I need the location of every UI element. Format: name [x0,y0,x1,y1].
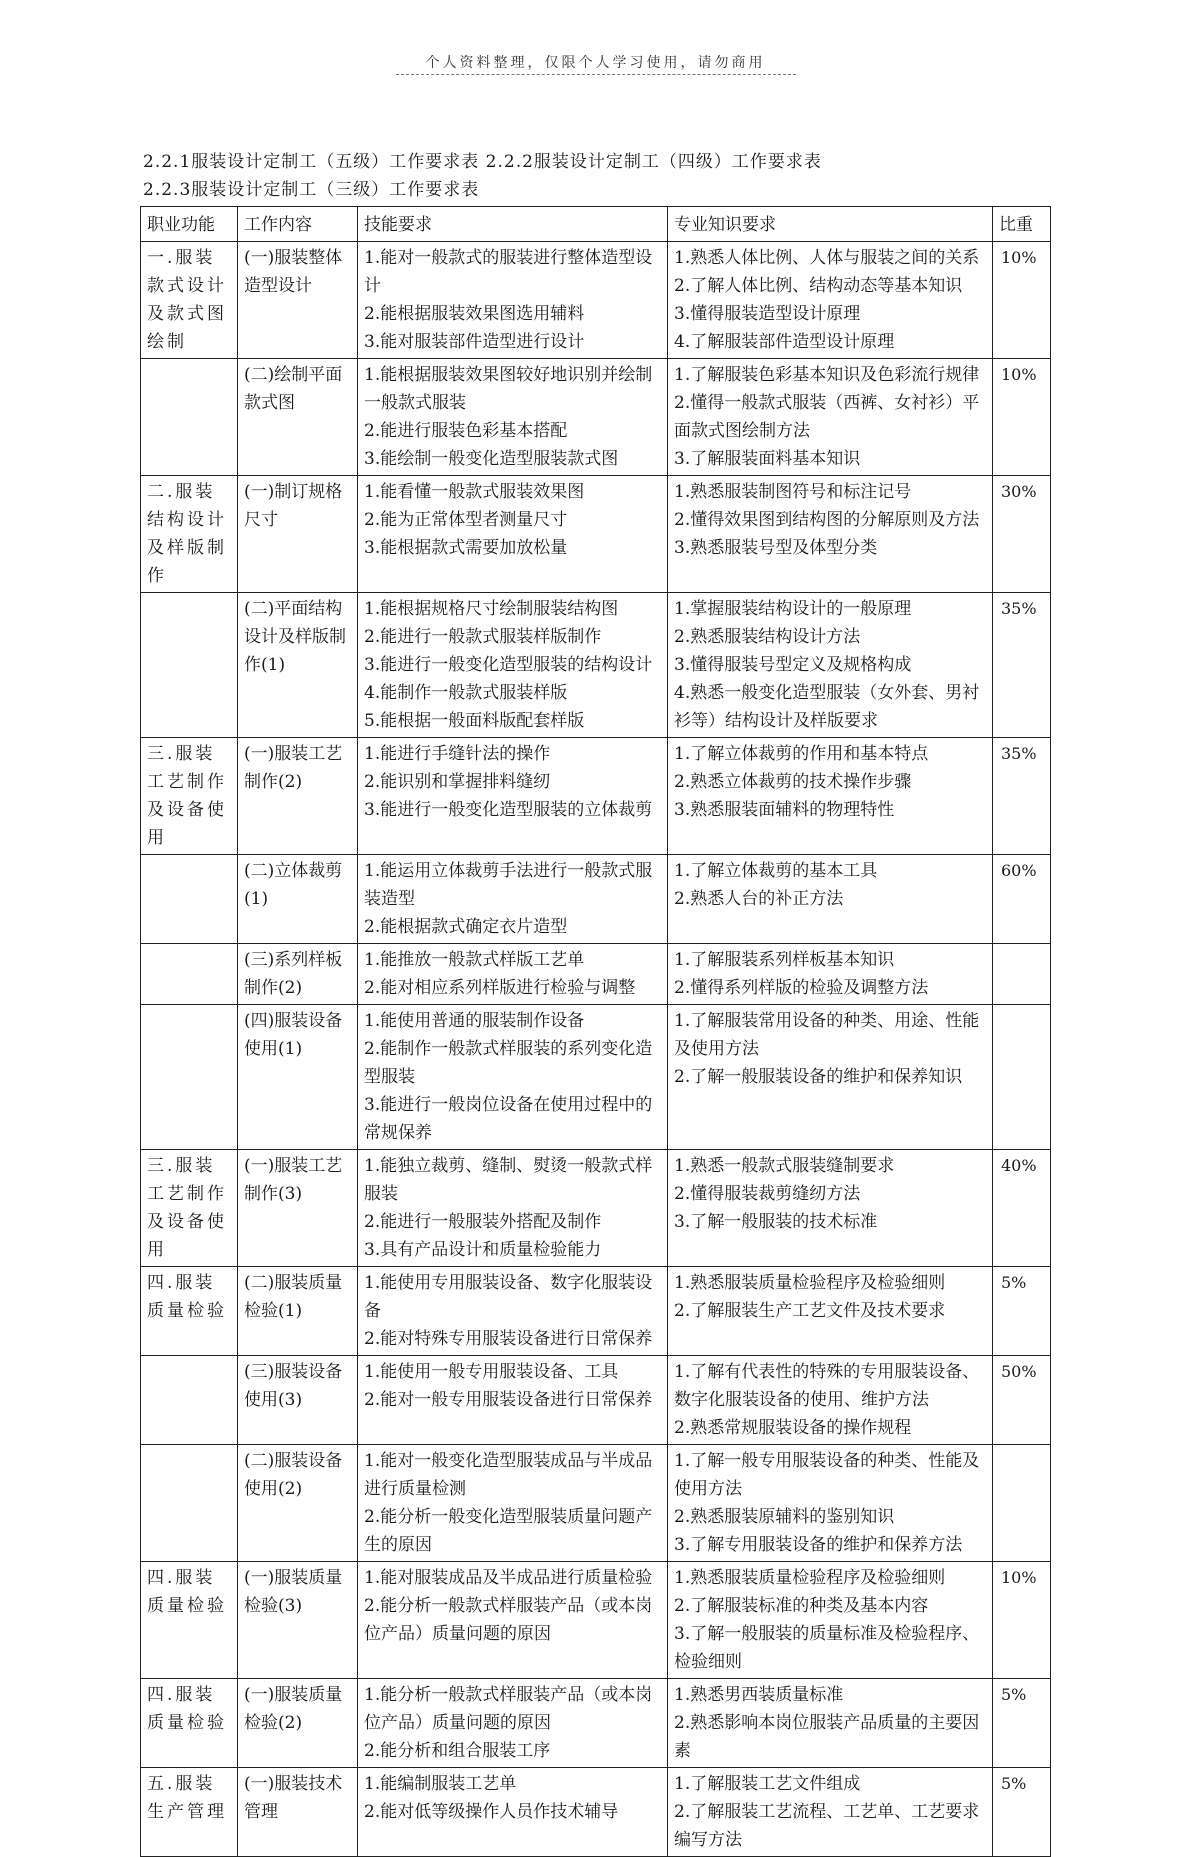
column-header-function: 职业功能 [141,207,238,242]
skill-item: 1.能对一般变化造型服装成品与半成品进行质量检测 [364,1451,653,1499]
table-row [141,1267,1051,1356]
work-requirements-table [140,206,1051,1857]
skill-item: 1.能根据服装效果图较好地识别并绘制一般款式服装 [364,365,653,413]
table-body [141,242,1051,1857]
cell-function [141,593,238,738]
cell-weight: 40% [993,1150,1051,1267]
cell-function [141,1005,238,1150]
skill-item: 1.能对一般款式的服装进行整体造型设计 [364,248,653,296]
cell-weight: 10% [993,359,1051,476]
skill-item: 1.能对服装成品及半成品进行质量检验 [364,1568,653,1588]
cell-work-content: (一)服装工艺制作(3) [238,1150,358,1267]
cell-knowledge [668,738,993,855]
knowledge-item: 1.熟悉服装质量检验程序及检验细则 [674,1568,946,1588]
cell-weight: 5% [993,1768,1051,1857]
table-row [141,593,1051,738]
cell-knowledge [668,1356,993,1445]
knowledge-item: 3.了解一般服装的技术标准 [674,1212,878,1232]
cell-skills [358,738,668,855]
skill-item: 3.能绘制一般变化造型服装款式图 [364,449,619,469]
cell-work-content: (四)服装设备使用(1) [238,1005,358,1150]
knowledge-item: 2.了解服装标准的种类及基本内容 [674,1596,929,1616]
knowledge-item: 3.了解专用服装设备的维护和保养方法 [674,1535,963,1555]
cell-knowledge [668,593,993,738]
cell-function: 三.服装工艺制作及设备使用 [141,1150,238,1267]
table-row [141,1768,1051,1857]
cell-weight: 5% [993,1679,1051,1768]
skill-item: 2.能制作一般款式样服装的系列变化造型服装 [364,1039,653,1087]
cell-knowledge [668,242,993,359]
knowledge-item: 3.了解服装面料基本知识 [674,449,861,469]
knowledge-item: 1.熟悉男西装质量标准 [674,1685,844,1705]
knowledge-item: 2.熟悉立体裁剪的技术操作步骤 [674,772,912,792]
table-row [141,1005,1051,1150]
cell-work-content: (一)服装整体造型设计 [238,242,358,359]
cell-skills [358,944,668,1005]
knowledge-item: 2.懂得系列样版的检验及调整方法 [674,978,929,998]
table-row [141,738,1051,855]
cell-work-content: (一)制订规格尺寸 [238,476,358,593]
skill-item: 1.能根据规格尺寸绘制服装结构图 [364,599,619,619]
cell-weight [993,944,1051,1005]
table-row [141,1150,1051,1267]
cell-knowledge [668,1679,993,1768]
table-header-row [141,207,1051,242]
cell-work-content: (二)平面结构设计及样版制作(1) [238,593,358,738]
knowledge-item: 2.了解服装生产工艺文件及技术要求 [674,1301,946,1321]
cell-work-content: (一)服装工艺制作(2) [238,738,358,855]
knowledge-item: 3.懂得服装号型定义及规格构成 [674,655,912,675]
cell-weight: 30% [993,476,1051,593]
title-line-2: 2.2.3服装设计定制工（三级）工作要求表 [143,180,480,200]
cell-skills [358,1768,668,1857]
column-header-skills: 技能要求 [358,207,668,242]
skill-item: 1.能使用专用服装设备、数字化服装设备 [364,1273,653,1321]
skill-item: 1.能看懂一般款式服装效果图 [364,482,585,502]
skill-item: 2.能对相应系列样版进行检验与调整 [364,978,636,998]
skill-item: 2.能对特殊专用服装设备进行日常保养 [364,1329,653,1349]
cell-skills [358,855,668,944]
knowledge-item: 1.了解服装系列样板基本知识 [674,950,895,970]
cell-skills [358,1356,668,1445]
column-header-weight: 比重 [993,207,1051,242]
knowledge-item: 1.了解服装常用设备的种类、用途、性能及使用方法 [674,1011,980,1059]
knowledge-item: 1.熟悉一般款式服装缝制要求 [674,1156,895,1176]
skill-item: 2.能识别和掌握排料缝纫 [364,772,551,792]
knowledge-item: 3.熟悉服装面辅料的物理特性 [674,800,895,820]
cell-skills [358,1562,668,1679]
knowledge-item: 2.熟悉常规服装设备的操作规程 [674,1418,912,1438]
cell-skills [358,593,668,738]
skill-item: 1.能推放一般款式样版工艺单 [364,950,585,970]
cell-knowledge [668,1005,993,1150]
cell-weight: 10% [993,1562,1051,1679]
skill-item: 1.能使用普通的服装制作设备 [364,1011,585,1031]
cell-function [141,1445,238,1562]
cell-knowledge [668,1267,993,1356]
cell-knowledge [668,1150,993,1267]
skill-item: 2.能对低等级操作人员作技术辅导 [364,1802,619,1822]
skill-item: 5.能根据一般面料版配套样版 [364,711,585,731]
knowledge-item: 1.了解服装工艺文件组成 [674,1774,861,1794]
skill-item: 2.能分析和组合服装工序 [364,1741,551,1761]
cell-weight: 5% [993,1267,1051,1356]
cell-skills [358,1005,668,1150]
cell-work-content: (三)服装设备使用(3) [238,1356,358,1445]
cell-function: 四.服装质量检验 [141,1562,238,1679]
cell-knowledge [668,359,993,476]
cell-function [141,944,238,1005]
table-row [141,944,1051,1005]
knowledge-item: 2.懂得效果图到结构图的分解原则及方法 [674,510,980,530]
skill-item: 2.能进行一般服装外搭配及制作 [364,1212,602,1232]
cell-function [141,1356,238,1445]
cell-function: 三.服装工艺制作及设备使用 [141,738,238,855]
skill-item: 3.能对服装部件造型进行设计 [364,332,585,352]
page-header [0,52,1191,75]
cell-work-content: (三)系列样板制作(2) [238,944,358,1005]
skill-item: 2.能根据服装效果图选用辅料 [364,304,585,324]
header-text: 个人资料整理，仅限个人学习使用，请勿商用 [425,55,766,71]
skill-item: 1.能分析一般款式样服装产品（或本岗位产品）质量问题的原因 [364,1685,653,1733]
knowledge-item: 2.熟悉影响本岗位服装产品质量的主要因素 [674,1713,980,1761]
knowledge-item: 1.了解立体裁剪的基本工具 [674,861,878,881]
cell-work-content: (二)服装设备使用(2) [238,1445,358,1562]
cell-skills [358,476,668,593]
table-titles [143,148,822,204]
cell-weight: 10% [993,242,1051,359]
cell-function: 二.服装结构设计及样版制作 [141,476,238,593]
cell-skills [358,242,668,359]
knowledge-item: 2.熟悉人台的补正方法 [674,889,844,909]
skill-item: 2.能根据款式确定衣片造型 [364,917,568,937]
knowledge-item: 2.了解一般服装设备的维护和保养知识 [674,1067,963,1087]
table-row [141,242,1051,359]
table-row [141,1356,1051,1445]
cell-weight: 60% [993,855,1051,944]
table-row [141,476,1051,593]
skill-item: 2.能进行服装色彩基本搭配 [364,421,568,441]
skill-item: 2.能进行一般款式服装样版制作 [364,627,602,647]
skill-item: 3.能进行一般变化造型服装的立体裁剪 [364,800,653,820]
knowledge-item: 2.了解人体比例、结构动态等基本知识 [674,276,963,296]
column-header-content: 工作内容 [238,207,358,242]
skill-item: 3.能进行一般变化造型服装的结构设计 [364,655,653,675]
cell-function: 五.服装生产管理 [141,1768,238,1857]
table-row [141,855,1051,944]
knowledge-item: 3.了解一般服装的质量标准及检验程序、检验细则 [674,1624,980,1672]
knowledge-item: 1.了解立体裁剪的作用和基本特点 [674,744,929,764]
table-row [141,1562,1051,1679]
cell-weight [993,1005,1051,1150]
skill-item: 2.能对一般专用服装设备进行日常保养 [364,1390,653,1410]
title-line-1: 2.2.1服装设计定制工（五级）工作要求表 2.2.2服装设计定制工（四级）工作要求表 [143,152,822,172]
cell-work-content: (一)服装质量检验(3) [238,1562,358,1679]
knowledge-item: 3.懂得服装造型设计原理 [674,304,861,324]
cell-skills [358,1267,668,1356]
cell-skills [358,359,668,476]
knowledge-item: 2.了解服装工艺流程、工艺单、工艺要求编写方法 [674,1802,980,1850]
cell-work-content: (一)服装技术管理 [238,1768,358,1857]
knowledge-item: 1.了解有代表性的特殊的专用服装设备、数字化服装设备的使用、维护方法 [674,1362,980,1410]
cell-function: 一.服装款式设计及款式图绘制 [141,242,238,359]
skill-item: 3.能根据款式需要加放松量 [364,538,568,558]
cell-skills [358,1679,668,1768]
knowledge-item: 2.懂得一般款式服装（西裤、女衬衫）平面款式图绘制方法 [674,393,980,441]
skill-item: 1.能进行手缝针法的操作 [364,744,551,764]
cell-function [141,855,238,944]
cell-knowledge [668,1445,993,1562]
knowledge-item: 3.熟悉服装号型及体型分类 [674,538,878,558]
cell-function: 四.服装质量检验 [141,1679,238,1768]
column-header-knowledge: 专业知识要求 [668,207,993,242]
cell-knowledge [668,476,993,593]
skill-item: 4.能制作一般款式服装样版 [364,683,568,703]
cell-weight: 50% [993,1356,1051,1445]
cell-weight [993,1445,1051,1562]
skill-item: 1.能编制服装工艺单 [364,1774,517,1794]
knowledge-item: 2.熟悉服装结构设计方法 [674,627,861,647]
knowledge-item: 1.掌握服装结构设计的一般原理 [674,599,912,619]
cell-work-content: (二)绘制平面款式图 [238,359,358,476]
table-row [141,1445,1051,1562]
cell-weight: 35% [993,738,1051,855]
cell-function [141,359,238,476]
cell-skills [358,1445,668,1562]
cell-knowledge [668,855,993,944]
cell-skills [358,1150,668,1267]
skill-item: 2.能分析一般变化造型服装质量问题产生的原因 [364,1507,653,1555]
cell-weight: 35% [993,593,1051,738]
cell-work-content: (二)立体裁剪(1) [238,855,358,944]
knowledge-item: 1.了解服装色彩基本知识及色彩流行规律 [674,365,980,385]
skill-item: 2.能为正常体型者测量尺寸 [364,510,568,530]
skill-item: 1.能运用立体裁剪手法进行一般款式服装造型 [364,861,653,909]
cell-knowledge [668,1768,993,1857]
header-rule [396,74,796,75]
skill-item: 1.能使用一般专用服装设备、工具 [364,1362,619,1382]
knowledge-item: 1.熟悉服装制图符号和标注记号 [674,482,912,502]
cell-knowledge [668,1562,993,1679]
table-row [141,359,1051,476]
knowledge-item: 2.熟悉服装原辅料的鉴别知识 [674,1507,895,1527]
cell-function: 四.服装质量检验 [141,1267,238,1356]
skill-item: 3.能进行一般岗位设备在使用过程中的常规保养 [364,1095,653,1143]
cell-knowledge [668,944,993,1005]
knowledge-item: 1.熟悉服装质量检验程序及检验细则 [674,1273,946,1293]
table-row [141,1679,1051,1768]
skill-item: 2.能分析一般款式样服装产品（或本岗位产品）质量问题的原因 [364,1596,653,1644]
skill-item: 3.具有产品设计和质量检验能力 [364,1240,602,1260]
cell-work-content: (一)服装质量检验(2) [238,1679,358,1768]
knowledge-item: 1.了解一般专用服装设备的种类、性能及使用方法 [674,1451,980,1499]
knowledge-item: 2.懂得服装裁剪缝纫方法 [674,1184,861,1204]
knowledge-item: 4.了解服装部件造型设计原理 [674,332,895,352]
knowledge-item: 4.熟悉一般变化造型服装（女外套、男衬衫等）结构设计及样版要求 [674,683,980,731]
skill-item: 1.能独立裁剪、缝制、熨烫一般款式样服装 [364,1156,653,1204]
cell-work-content: (二)服装质量检验(1) [238,1267,358,1356]
knowledge-item: 1.熟悉人体比例、人体与服装之间的关系 [674,248,980,268]
